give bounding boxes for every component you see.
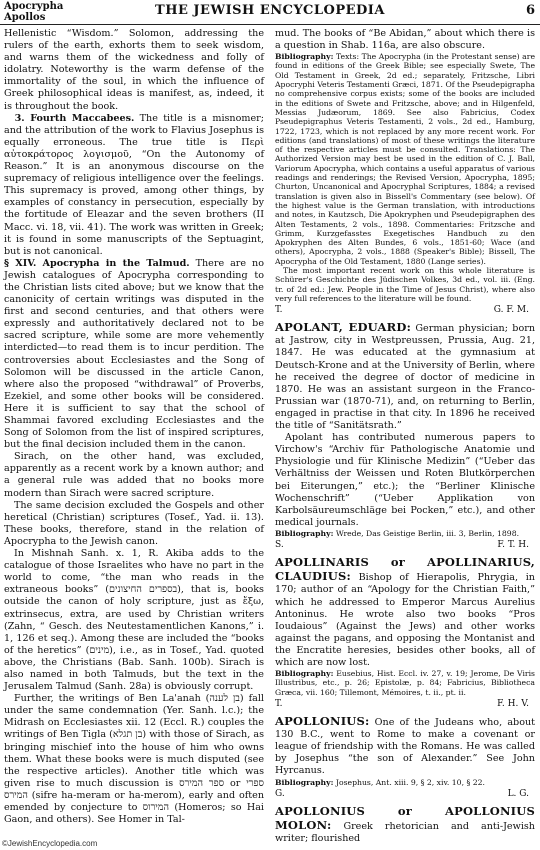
paragraph-mud: mud. The books of “Be Abidan,” about which there is a question in Shab. 116a, are also obscure. [275, 28, 535, 52]
entry-text: Greek rhetorician and anti-Jewish writer; flourished [275, 821, 535, 845]
bibliography-label: Bibliography: [275, 669, 334, 679]
bibliography-apollinaris [275, 669, 535, 697]
site-credit: ©JewishEncyclopedia.com [2, 839, 98, 848]
bibliography-text: Eusebius, Hist. Eccl. iv. 27, v. 19; Jerome, De Viris Illustribus, etc., p. 26; Epistolæ, p. 84; Fabricius, Bibliotheca Græca, vii. 160; Tillemont, Mémoires, t. ii., pt. ii. [275, 669, 535, 697]
bibliography-text: Josephus, Ant. xiii. 9, § 2, xiv. 10, § 22. [335, 777, 485, 787]
entry-apollonius-molon [275, 805, 535, 845]
signature-initial: S. [275, 540, 284, 551]
signature-apocrypha [275, 304, 535, 316]
entry-apolant [275, 321, 535, 432]
entry-text: Bishop of Hierapolis, Phrygia, in 170; author of an “Apology for the Christian Faith,” which he addressed to Emperor Marcus Aurelius Antoninus. He wrote also two books “Pros Ioudaious” (Against the Jews) and other works against the pagans, and opposing the Montanist and the Encratite heresies, besides other books, all of which are now lost. [275, 572, 535, 669]
signature-author: F. T. H. [497, 540, 529, 551]
section-fourth-maccabees [4, 113, 264, 258]
signature-author: F. H. V. [497, 699, 529, 710]
bibliography-apocrypha [275, 52, 535, 303]
bibliography-apollonius [275, 778, 535, 787]
paragraph-mishnah: In Mishnah Sanh. x. 1, R. Akiba adds to the catalogue of those Israelites who have no part in the world to come, “the man who reads in the extraneous books” (בספרים החיצונים), that is, books outside the canon of holy scripture, just as ἔξω, extrinsecus, extra, are used by Christian writers (Zahn, “ Gesch. des Neutestamentlichen Kanons,” i. 1, 126 et seq.). Among these are included the “books of the heretics” (מינים), i.e., as in Tosef., Yad. quoted above, the Christians (Bab. Sanh. 100b). Sirach is also named in both Talmuds, but the text in the Jerusalem Talmud (Sanh. 28a) is obviously corrupt. [4, 548, 264, 693]
bibliography-apolant [275, 529, 535, 538]
page-header [0, 0, 540, 25]
entry-heading: APOLANT, EDUARD: [275, 320, 412, 335]
signature-initial: T. [275, 305, 283, 316]
bibliography-text: Texts: The Apocrypha (in the Protestant sense) are found in editions of the Greek Bible; see especially Swete, The Old Testament in Greek, 2d ed.; separately, Fritzsche, Libri Apocryphi Veteris Testamenti Græci, 1871. Of the Pseudepigrapha no comprehensive corpus exists; some of the books are included in the editions of Swete and Fritzsche, above; and in Hilgenfeld, Messias Judæorum, 1869. See also Fabricius, Codex Pseudepigraphus Veteris Testamenti, 2 vols., 2d ed., Hamburg, 1722, 1723, which is not replaced by any more recent work. For editions (and translations) of most of these writings the literature of the respective articles must be consulted. Translations: The Authorized Version may best be used in the edition of C. J. Ball, Variorum Apocrypha, which contains a useful apparatus of various readings and renderings; the Revised Version, Apocrypha, 1895; Churton, Uncanonical and Apocryphal Scriptures, 1884; a revised translation is given also in Bissell's Commentary (see below). Of the highest value is the German translation, with introductions and notes, in Kautzsch, Die Apokryphen und Pseudepigraphen des Alten Testaments, 2 vols., 1898. Commentaries: Fritzsche and Grimm, Kurzgefasstes Exegetisches Handbuch zu den Apokryphen des Alten Bundes, 6 vols., 1851-60; Wace (and others), Apocrypha, 2 vols., 1888 (Speaker's Bible); Bissell, The Apocrypha of the Old Testament, 1880 (Lange series). [275, 52, 535, 266]
paragraph-apolant-works: Apolant has contributed numerous papers to Virchow's “Archiv für Pathologische Anatomie und Physiologie und für Klinische Medizin” (“Ueber das Verhältniss der Weissen und Roten Blutkörperchen bei Eiterungen,” etc.); the “Berliner Klinische Wochenschrift” (“Ueber Applikation von Karbolsäureumschläge bei Pocken,” etc.), and other medical journals. [275, 432, 535, 528]
signature-initial: T. [275, 699, 283, 710]
paragraph-ben-laanah: Further, the writings of Ben La'anah (בן לענה) fall under the same condemnation (Yer. Sanh. l.c.); the Midrash on Ecclesiastes xii. 12 (Eccl. R.) couples the writings of Ben Tigla (בן תגלא) with those of Sirach, as bringing mischief into the house of him who owns them. What these books were is much disputed (see the respective articles). Another title which was given rise to much discussion is ספר המירס or ספרי המירס (sifre ha-meram or ha-merom), early and often emended by conjecture to המירוס (Homeros; so Hai Gaon, and others). See Homer in Tal- [4, 693, 265, 826]
running-head-last: Apollos [4, 12, 46, 23]
section-text: The title is a misnomer; and the attribution of the work to Flavius Josephus is equally erroneous. The true title is Περὶ αὐτοκράτορος λογισμοῦ, “On the Autonomy of Reason.” It is an anonymous discourse on the supremacy of religious intelligence over the feelings. This supremacy is proved, among other things, by examples of constancy in persecution, especially by the fortitude of Eleazar and the seven brothers (II Macc. vi. 18, vii. 41). The work was written in Greek; it is found in some manuscripts of the Septuagint, but is not canonical. [4, 112, 264, 257]
paragraph-gospels: The same decision excluded the Gospels and other heretical (Christian) scriptures (Tosef., Yad. ii. 13). These books, therefore, stand in the relation of Apocrypha to the Jewish canon. [4, 499, 264, 547]
signature-apollonius [275, 788, 535, 800]
left-column [4, 28, 264, 826]
paragraph-hellenistic: Hellenistic “Wisdom.” Solomon, addressing the rulers of the earth, exhorts them to seek wisdom, and warns them of the wickedness and folly of idolatry. Noteworthy is the warm defense of the immortality of the soul, in which the influence of Greek philosophical ideas is manifest, as, indeed, it is throughout the book. [4, 28, 264, 112]
bibliography-text: Wrede, Das Geistige Berlin, iii. 3, Berlin, 1898. [335, 528, 520, 538]
entry-heading: APOLLONIUS or APOLLONIUS MOLON: [275, 803, 535, 833]
page-number: 6 [525, 3, 535, 18]
section-label: 3. Fourth Maccabees. [14, 112, 135, 124]
right-column [275, 28, 535, 845]
signature-author: L. G. [507, 788, 529, 799]
running-head-first: Apocrypha [4, 1, 64, 12]
section-talmud [4, 258, 264, 452]
section-text: There are no Jewish catalogues of Apocrypha corresponding to the Christian lists cited above; but we know that the canonicity of certain writings was disputed in the first and second centuries, and that others were expressly and authoritatively declared not to be sacred scripture, while some are more vehemently interdicted—to read them is to incur perdition. The controversies about Ecclesiastes and the Song of Solomon will be discussed in the article Canon, where also the proposed “withdrawal” of Proverbs, Ezekiel, and some other books will be considered. Here it is sufficient to say that the school of Shammai favored excluding Ecclesiastes and the Song of Solomon from the list of inspired scriptures, but the final decision included them in the canon. [4, 257, 264, 451]
signature-apollinaris [275, 698, 535, 710]
entry-text: German physician; born at Jastrow, city in Westpreussen, Prussia, Aug. 21, 1847. He was educated at the gymnasium at Deutsch-Krone and at the University of Berlin, where he received the degree of doctor of medicine in 1870. He was an assistant surgeon in the Franco-Prussian war (1870-71), and, on returning to Berlin, engaged in practise in that city. In 1896 he received the title of “Sanitätsrath.” [275, 323, 535, 432]
bibliography-label: Bibliography: [275, 777, 334, 787]
entry-heading: APOLLINARIS or APOLLINARIUS, CLAUDIUS: [275, 555, 535, 584]
bibliography-label: Bibliography: [275, 52, 334, 62]
bibliography-text-2: The most important recent work on this whole literature is Schürer's Geschichte des Jüdischen Volkes, 3d ed., vol. iii. (Eng. tr. of 2d ed.: Jew. People in the Time of Jesus Christ), where also very full references to the literature will be found. [275, 266, 535, 303]
bibliography-label: Bibliography: [275, 528, 334, 538]
publication-title: THE JEWISH ENCYCLOPEDIA [155, 3, 385, 18]
entry-apollonius [275, 715, 535, 777]
paragraph-sirach: Sirach, on the other hand, was excluded, apparently as a recent work by a known author; and a general rule was added that no books more modern than Sirach were sacred scripture. [4, 451, 264, 499]
signature-apolant [275, 539, 535, 551]
signature-author: G. F. M. [493, 305, 529, 316]
signature-initial: G. [275, 788, 285, 799]
entry-heading: APOLLONIUS: [275, 714, 370, 729]
section-heading: § XIV. Apocrypha in the Talmud. [4, 257, 190, 269]
entry-apollinaris [275, 556, 535, 669]
entry-text: One of the Judeans who, about 130 B.C., went to Rome to make a covenant or league of friendship with the Romans. He was called by Josephus “the son of Alexander.” See John Hyrcanus. [275, 717, 536, 777]
